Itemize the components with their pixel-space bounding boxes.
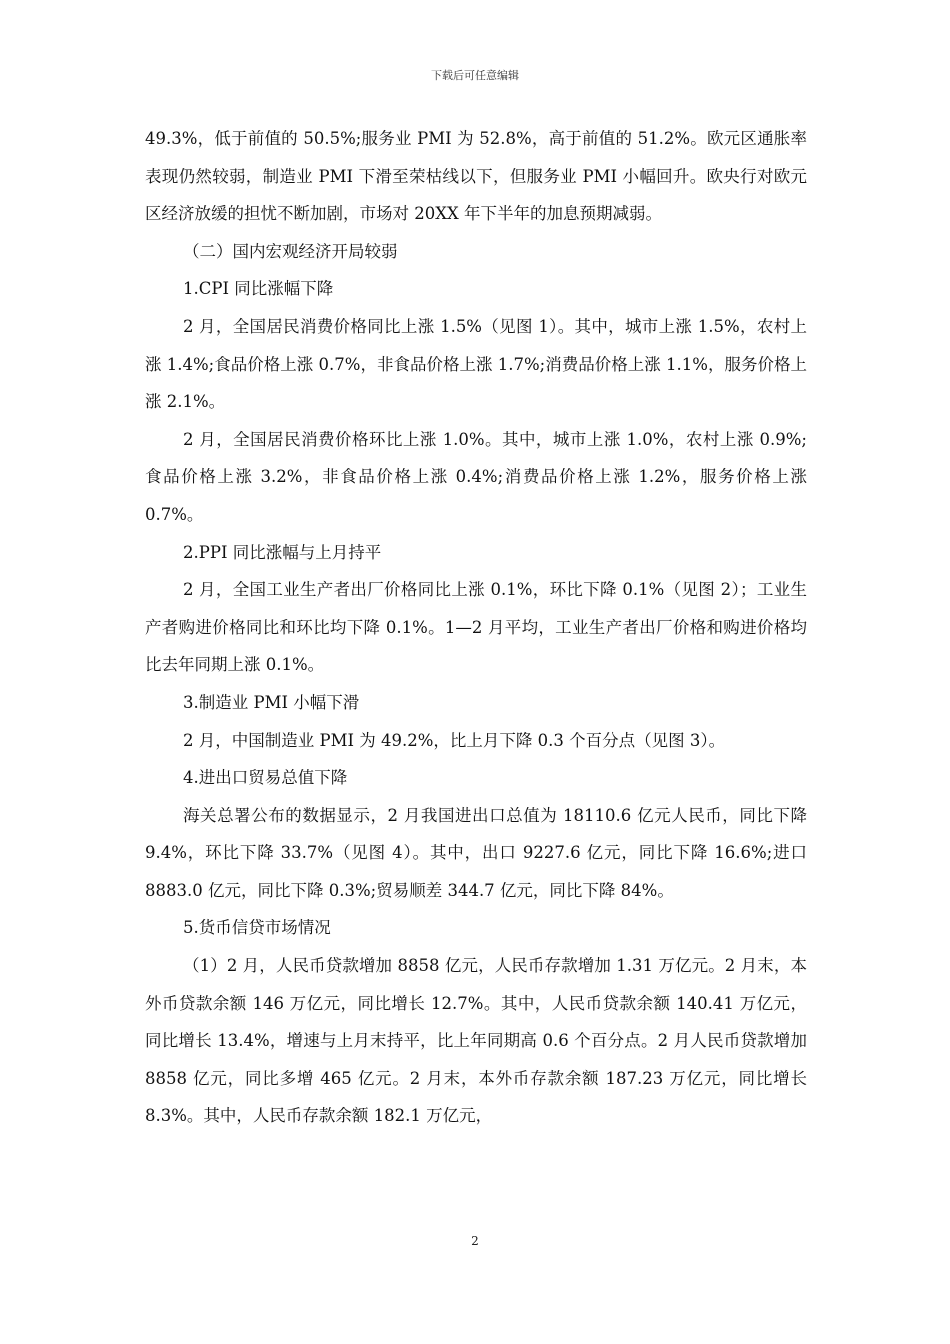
paragraph-trade: 海关总署公布的数据显示，2 月我国进出口总值为 18110.6 亿元人民币，同比下降 9.4%，环比下降 33.7%（见图 4）。其中，出口 9227.6 亿元，同比下降 16.6%;进口 8883.0 亿元，同比下降 0.3%;贸易顺差 344.7 亿元，同比下降 84%。: [145, 805, 807, 900]
subheading-credit: 5.货币信贷市场情况: [183, 918, 331, 938]
section-heading-domestic-economy: （二）国内宏观经济开局较弱: [183, 241, 398, 261]
subheading-pmi: 3.制造业 PMI 小幅下滑: [183, 692, 360, 712]
paragraph-credit: （1）2 月，人民币贷款增加 8858 亿元，人民币存款增加 1.31 万亿元。2 月末，本外币贷款余额 146 万亿元，同比增长 12.7%。其中，人民币贷款余额 140.41 万亿元，同比增长 13.4%，增速与上月末持平，比上年同期高 0.6 个百分点。2 月人民币贷款增加 8858 亿元，同比多增 465 亿元。2 月末，本外币存款余额 187.23 万亿元，同比增长 8.3%。其中，人民币存款余额 182.1 万亿元，: [145, 956, 807, 1126]
paragraph-pmi: 2 月，中国制造业 PMI 为 49.2%，比上月下降 0.3 个百分点（见图 3）。: [183, 730, 726, 750]
paragraph-cpi-yoy: 2 月，全国居民消费价格同比上涨 1.5%（见图 1）。其中，城市上涨 1.5%，农村上涨 1.4%;食品价格上涨 0.7%，非食品价格上涨 1.7%;消费品价格上涨 1.1%，服务价格上涨 2.1%。: [145, 316, 807, 412]
paragraph-cpi-mom: 2 月，全国居民消费价格环比上涨 1.0%。其中，城市上涨 1.0%，农村上涨 0.9%;食品价格上涨 3.2%，非食品价格上涨 0.4%;消费品价格上涨 1.2%，服务价格上涨 0.7%。: [145, 429, 807, 524]
page-number: 2: [471, 1234, 479, 1248]
document-body: [145, 120, 807, 1135]
paragraph-ppi: 2 月，全国工业生产者出厂价格同比上涨 0.1%，环比下降 0.1%（见图 2）；工业生产者购进价格同比和环比均下降 0.1%。1—2 月平均，工业生产者出厂价格和购进价格均比去年同期上涨 0.1%。: [145, 580, 807, 675]
page-header: 下载后可任意编辑: [431, 69, 519, 82]
paragraph-eurozone-summary: 49.3%，低于前值的 50.5%;服务业 PMI 为 52.8%，高于前值的 51.2%。欧元区通胀率表现仍然较弱，制造业 PMI 下滑至荣枯线以下，但服务业 PMI 小幅回升。欧央行对欧元区经济放缓的担忧不断加剧，市场对 20XX 年下半年的加息预期减弱。: [145, 129, 807, 224]
subheading-ppi: 2.PPI 同比涨幅与上月持平: [183, 542, 382, 562]
subheading-cpi: 1.CPI 同比涨幅下降: [183, 279, 334, 299]
subheading-trade: 4.进出口贸易总值下降: [183, 768, 348, 788]
